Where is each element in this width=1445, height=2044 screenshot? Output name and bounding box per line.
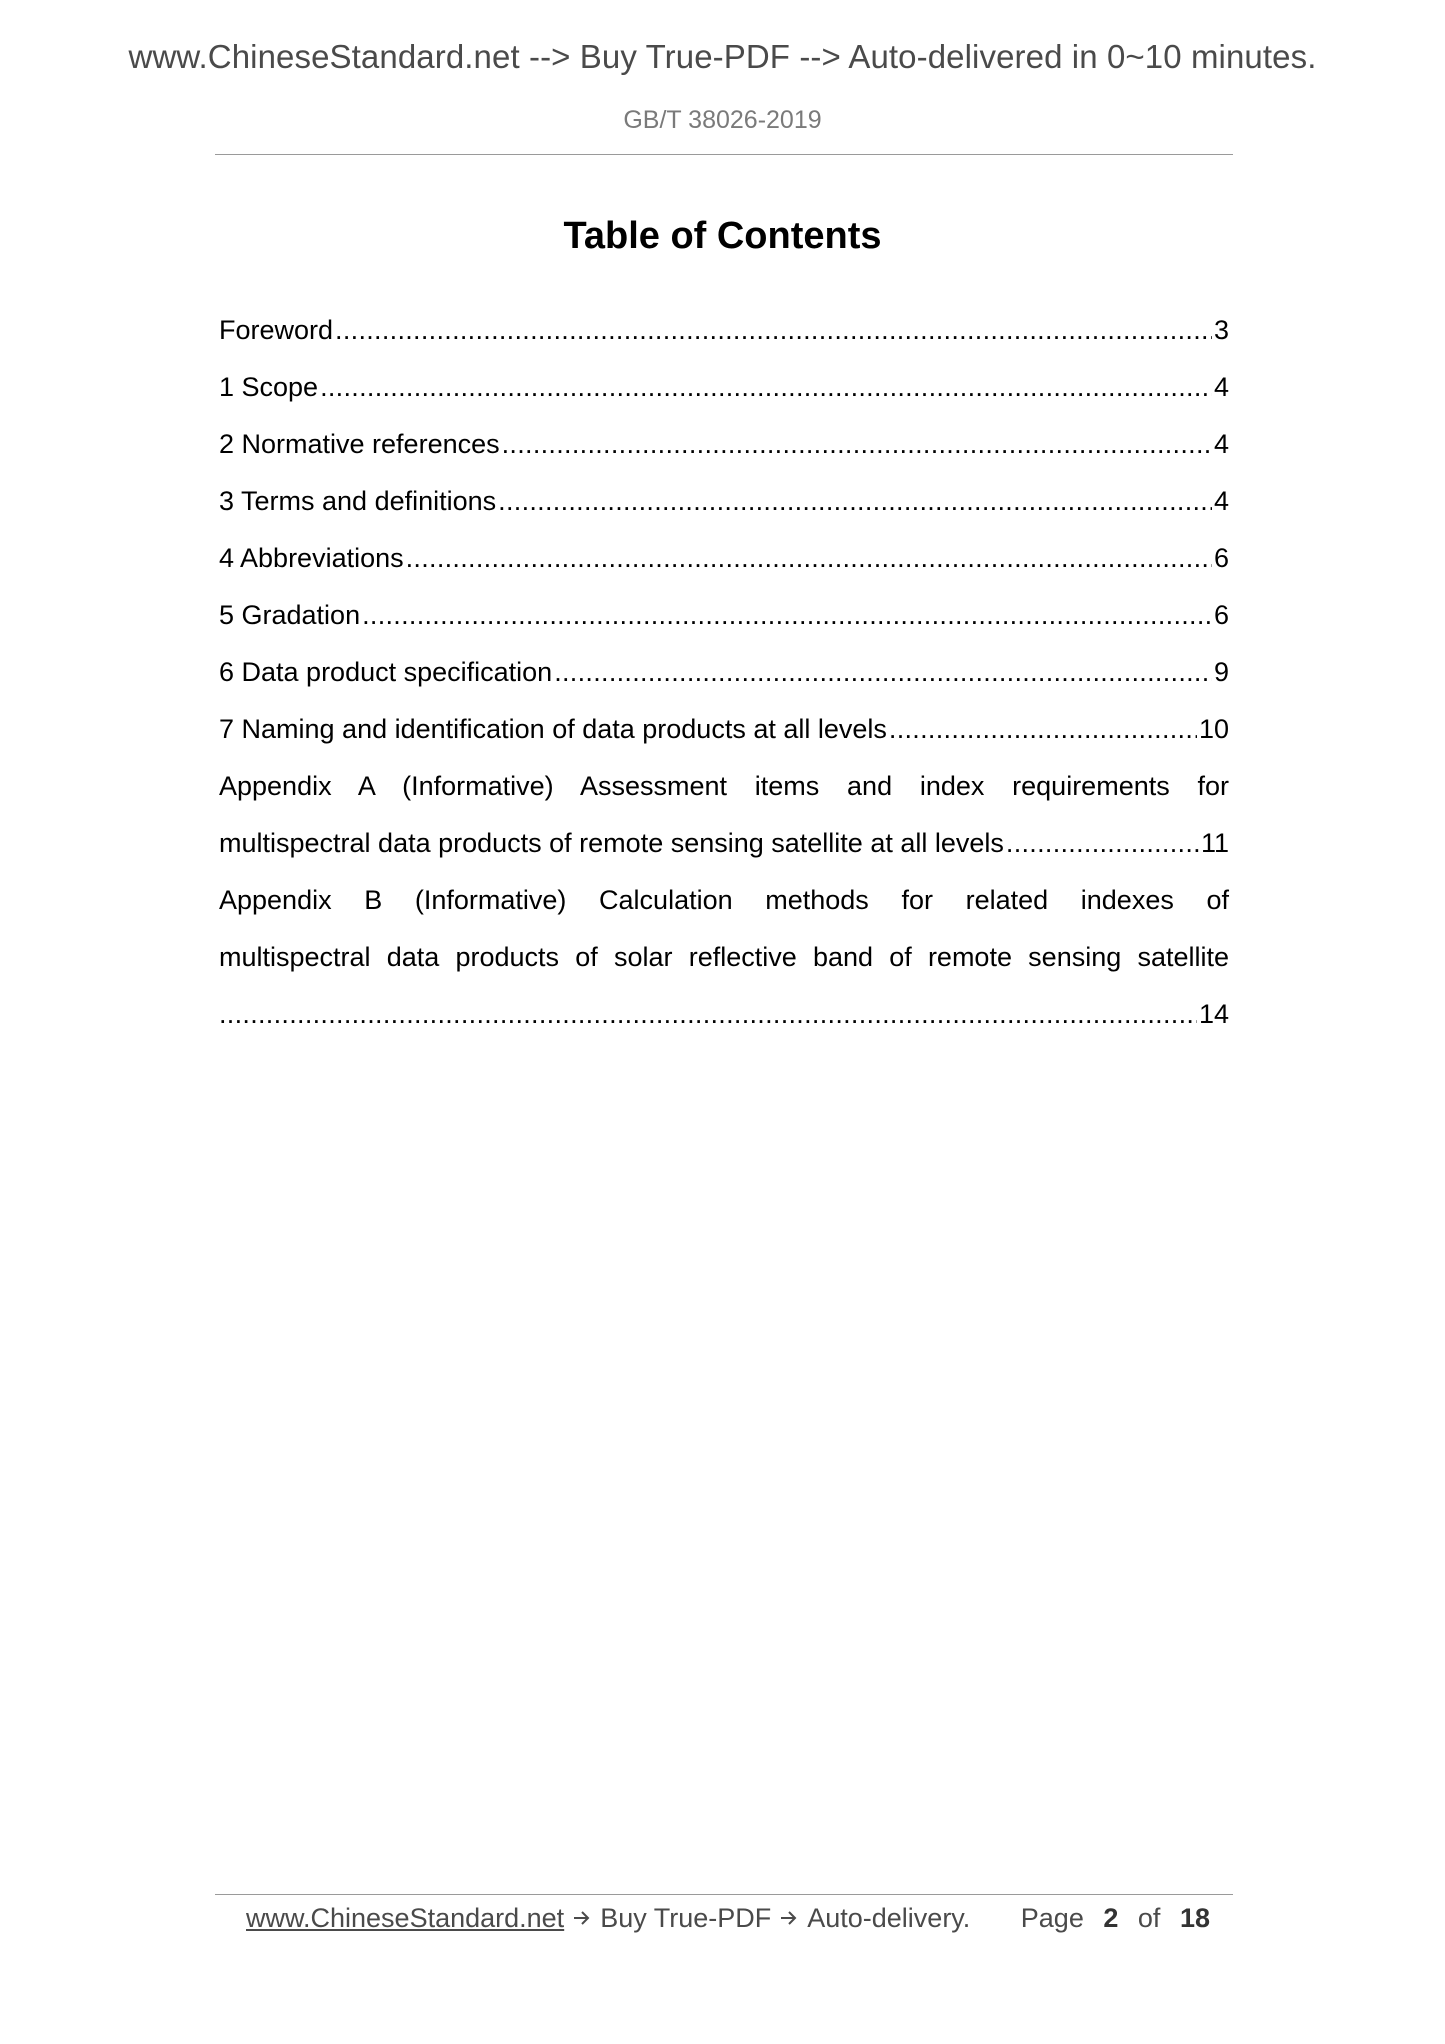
toc-entry-label: 3 Terms and definitions: [219, 486, 497, 516]
page-title: Table of Contents: [563, 215, 882, 257]
toc-entry-normative-references[interactable]: [219, 416, 1229, 473]
of-label: of: [1137, 1902, 1161, 1933]
toc-leader-dots: [498, 473, 1212, 530]
toc-entry-naming-identification[interactable]: [219, 701, 1229, 758]
page-number: [1015, 1903, 1216, 1934]
toc-entry-label: Appendix B (Informative) Calculation methods for related indexes of: [219, 885, 1229, 915]
toc-entry-page: 4: [1213, 486, 1229, 516]
toc-entry-page: 11: [1200, 828, 1229, 858]
footer-website-link[interactable]: www.ChineseStandard.net: [246, 1902, 565, 1933]
toc-entry-abbreviations[interactable]: [219, 530, 1229, 587]
toc-entry-page: 9: [1213, 657, 1229, 687]
toc-entry-label: 2 Normative references: [219, 429, 500, 459]
right-arrow-icon: [572, 1903, 592, 1934]
right-arrow-icon: [779, 1903, 799, 1934]
table-of-contents: [219, 302, 1229, 1043]
toc-entry-page: 4: [1213, 372, 1229, 402]
toc-leader-dots: [320, 359, 1212, 416]
footer-buy-text: Buy True-PDF: [600, 1902, 772, 1933]
toc-entry-terms-definitions[interactable]: [219, 473, 1229, 530]
footer-divider: [215, 1894, 1233, 1895]
toc-leader-dots: [219, 986, 1197, 1043]
toc-leader-dots: [554, 644, 1212, 701]
toc-entry-label: 1 Scope: [219, 372, 319, 402]
toc-entry-scope[interactable]: [219, 359, 1229, 416]
toc-entry-label: 7 Naming and identification of data products at all levels: [219, 714, 887, 744]
toc-leader-dots: [406, 530, 1212, 587]
document-code: GB/T 38026-2019: [623, 106, 822, 134]
toc-entry-page: 6: [1213, 600, 1229, 630]
toc-leader-dots: [362, 587, 1212, 644]
toc-entry-label-continued: multispectral data products of solar reflective band of remote sensing satellite: [219, 942, 1229, 972]
toc-leader-dots: [1006, 815, 1199, 872]
toc-leader-dots: [502, 416, 1212, 473]
page-label: Page: [1020, 1902, 1084, 1933]
toc-leader-dots: [335, 302, 1212, 359]
toc-entry-page: 10: [1198, 714, 1229, 744]
top-banner: www.ChineseStandard.net --> Buy True-PDF --> Auto-delivered in 0~10 minutes.: [128, 38, 1317, 75]
toc-entry-label: 4 Abbreviations: [219, 543, 404, 573]
toc-entry-appendix-b[interactable]: [219, 872, 1229, 1043]
header-divider: [215, 154, 1233, 155]
toc-leader-dots: [889, 701, 1197, 758]
toc-entry-data-product-specification[interactable]: [219, 644, 1229, 701]
page-footer: [246, 1896, 1216, 1940]
toc-entry-appendix-a[interactable]: [219, 758, 1229, 872]
footer-delivery-text: Auto-delivery.: [807, 1902, 971, 1933]
toc-entry-page: 14: [1198, 999, 1229, 1029]
toc-entry-page: 6: [1213, 543, 1229, 573]
total-page-number: 18: [1179, 1902, 1210, 1933]
toc-entry-foreword[interactable]: [219, 302, 1229, 359]
toc-entry-label: 6 Data product specification: [219, 657, 553, 687]
toc-entry-page: 4: [1213, 429, 1229, 459]
toc-entry-gradation[interactable]: [219, 587, 1229, 644]
toc-entry-page: 3: [1213, 315, 1229, 345]
toc-entry-label-continued: multispectral data products of remote sensing satellite at all levels: [219, 828, 1004, 858]
toc-entry-label: 5 Gradation: [219, 600, 361, 630]
toc-entry-label: Appendix A (Informative) Assessment items and index requirements for: [219, 771, 1229, 801]
toc-entry-label: Foreword: [219, 315, 334, 345]
current-page-number: 2: [1103, 1902, 1119, 1933]
